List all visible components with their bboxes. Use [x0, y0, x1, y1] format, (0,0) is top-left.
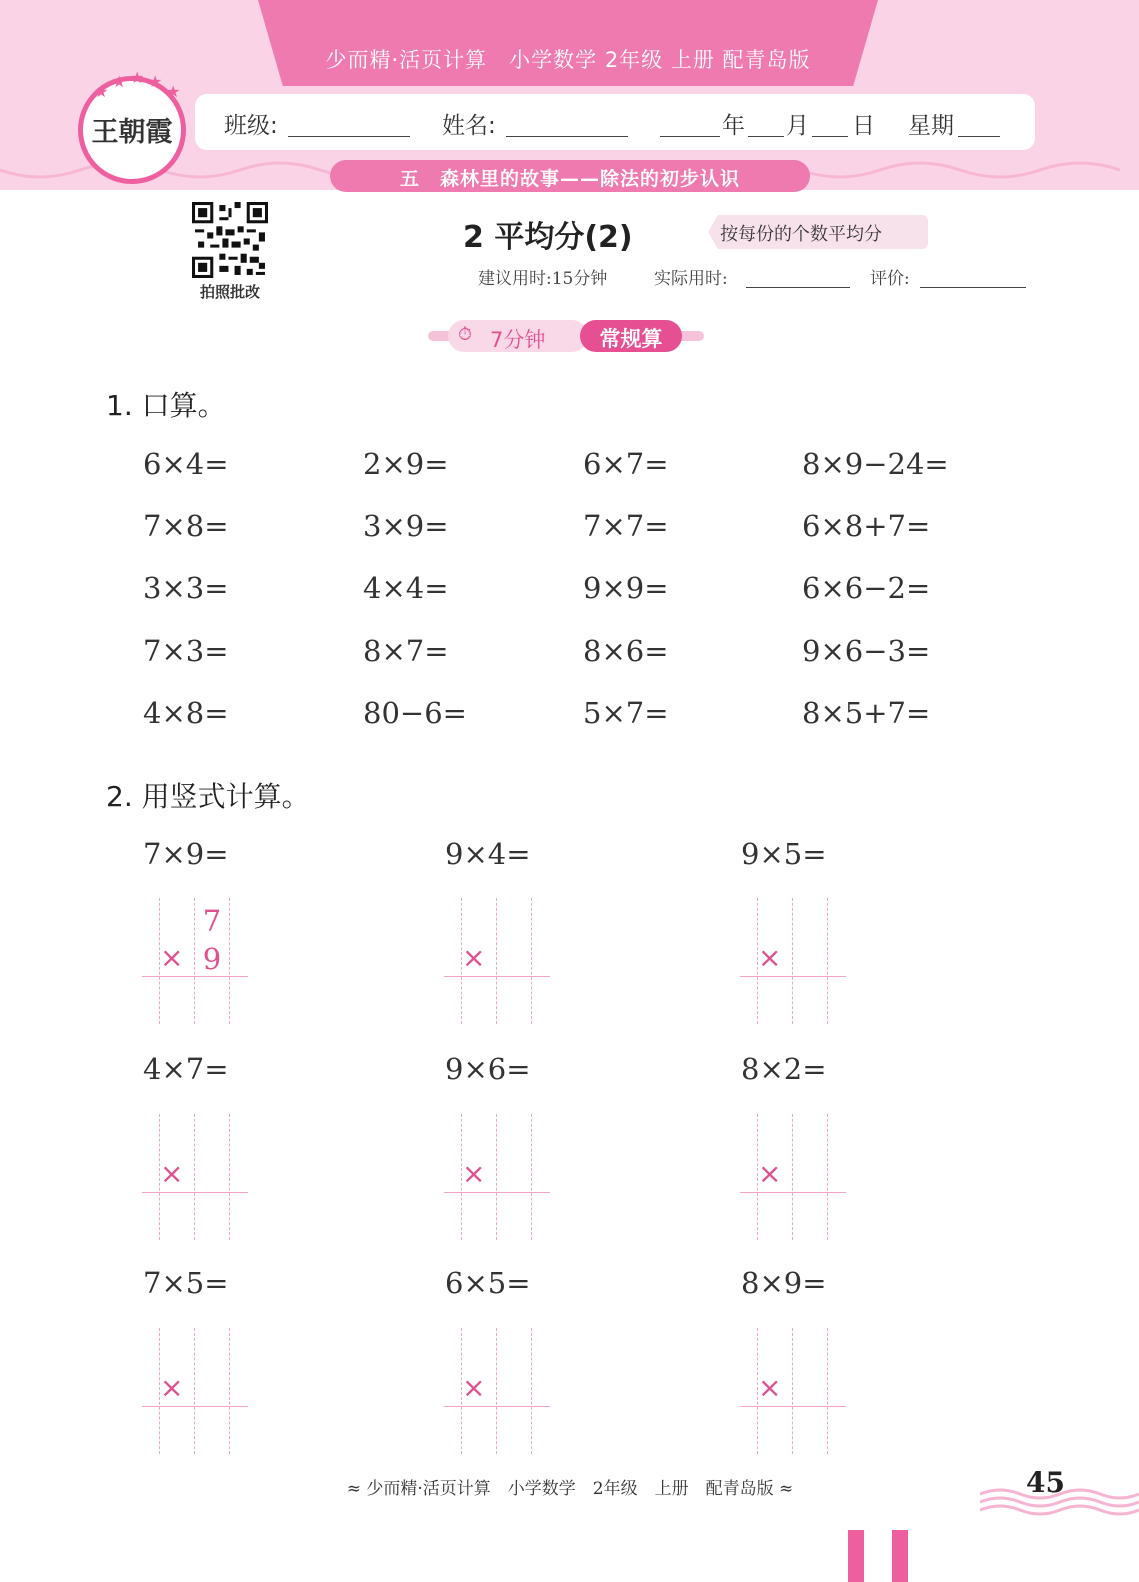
routine-label: 常规算 — [599, 327, 663, 351]
vertical-calc-grid[interactable] — [740, 1328, 846, 1454]
grid-dashed-line — [827, 898, 828, 1024]
example-digit: 7 — [202, 904, 222, 938]
q1-expression: 7×7= — [583, 509, 669, 543]
times-sign: × — [160, 941, 184, 974]
actual-time-field[interactable] — [746, 286, 850, 288]
q2-expression: 7×5= — [143, 1266, 229, 1300]
chapter-title: 五 森林里的故事——除法的初步认识 — [399, 168, 740, 190]
series-title: 少而精·活页计算 小学数学 2年级 上册 配青岛版 — [325, 48, 811, 72]
footer-text: ≈ 少而精·活页计算 小学数学 2年级 上册 配青岛版 ≈ — [346, 1479, 794, 1499]
month-field[interactable] — [748, 108, 784, 137]
grid-dashed-line — [229, 898, 230, 1024]
q1-expression: 9×9= — [583, 571, 669, 605]
q1-expression: 6×8+7= — [802, 509, 931, 543]
q1-expression: 8×9−24= — [802, 447, 949, 481]
grid-result-line — [444, 1406, 550, 1407]
grid-dashed-line — [827, 1328, 828, 1454]
times-sign: × — [160, 1157, 184, 1190]
example-digit: 9 — [202, 942, 222, 976]
times-sign: × — [758, 1157, 782, 1190]
star-icon: ★ — [166, 82, 181, 101]
times-sign: × — [758, 1371, 782, 1404]
q2-heading: 2. 用竖式计算。 — [106, 780, 310, 813]
binding-tab — [848, 1530, 864, 1582]
q2-expression: 8×2= — [741, 1052, 827, 1086]
timer-text: 7分钟 — [490, 328, 546, 352]
grid-dashed-line — [827, 1114, 828, 1240]
times-sign: × — [160, 1371, 184, 1404]
grid-dashed-line — [531, 898, 532, 1024]
vertical-calc-grid[interactable] — [444, 1328, 550, 1454]
q2-expression: 9×5= — [741, 837, 827, 871]
lesson-title: 2 平均分(2) — [463, 220, 633, 255]
vertical-calc-grid[interactable] — [142, 1328, 248, 1454]
grid-dashed-line — [792, 898, 793, 1024]
times-sign: × — [462, 1371, 486, 1404]
grid-dashed-line — [792, 1114, 793, 1240]
grid-result-line — [142, 976, 248, 977]
q1-expression: 7×3= — [143, 634, 229, 668]
q1-heading: 1. 口算。 — [106, 389, 226, 422]
grid-result-line — [740, 976, 846, 977]
clock-icon: ⏱ — [458, 324, 473, 345]
suggested-time: 建议用时:15分钟 — [478, 269, 608, 289]
grid-result-line — [740, 1192, 846, 1193]
logo-text: 王朝霞 — [91, 117, 173, 148]
grid-result-line — [142, 1406, 248, 1407]
q1-expression: 5×7= — [583, 696, 669, 730]
grid-dashed-line — [229, 1328, 230, 1454]
times-sign: × — [758, 941, 782, 974]
grid-result-line — [444, 976, 550, 977]
q1-expression: 8×5+7= — [802, 696, 931, 730]
lesson-tip: 按每份的个数平均分 — [720, 224, 882, 245]
q2-expression: 7×9= — [143, 837, 229, 871]
evaluation-label: 评价: — [870, 269, 910, 289]
grid-dashed-line — [531, 1114, 532, 1240]
month-label: 月 — [786, 113, 809, 139]
q2-expression: 9×6= — [445, 1052, 531, 1086]
q2-expression: 9×4= — [445, 837, 531, 871]
grid-dashed-line — [531, 1328, 532, 1454]
day-label: 日 — [852, 113, 875, 139]
q2-expression: 6×5= — [445, 1266, 531, 1300]
q1-expression: 3×9= — [363, 509, 449, 543]
vertical-calc-grid[interactable] — [444, 1114, 550, 1240]
star-icon: ★ — [112, 72, 127, 91]
grid-result-line — [444, 1192, 550, 1193]
name-field[interactable] — [506, 108, 628, 137]
year-field[interactable] — [660, 108, 720, 137]
q1-expression: 2×9= — [363, 447, 449, 481]
class-label: 班级: — [224, 113, 278, 139]
qr-label: 拍照批改 — [199, 283, 260, 301]
weekday-field[interactable] — [958, 108, 1000, 137]
q1-expression: 4×4= — [363, 571, 449, 605]
q1-expression: 9×6−3= — [802, 634, 931, 668]
vertical-calc-grid[interactable] — [740, 898, 846, 1024]
class-field[interactable] — [288, 108, 410, 137]
vertical-calc-grid[interactable] — [142, 898, 248, 1024]
vertical-calc-grid[interactable] — [740, 1114, 846, 1240]
name-label: 姓名: — [442, 113, 496, 139]
star-icon: ★ — [130, 68, 145, 87]
vertical-calc-grid[interactable] — [444, 898, 550, 1024]
q2-expression: 8×9= — [741, 1266, 827, 1300]
q1-expression: 6×4= — [143, 447, 229, 481]
grid-dashed-line — [496, 1328, 497, 1454]
grid-dashed-line — [792, 1328, 793, 1454]
grid-dashed-line — [194, 898, 195, 1024]
weekday-label: 星期 — [908, 113, 954, 139]
q1-expression: 7×8= — [143, 509, 229, 543]
year-label: 年 — [722, 113, 745, 139]
q1-expression: 8×7= — [363, 634, 449, 668]
grid-result-line — [142, 1192, 248, 1193]
q1-expression: 80−6= — [363, 696, 467, 730]
grid-dashed-line — [496, 898, 497, 1024]
q1-expression: 4×8= — [143, 696, 229, 730]
grid-dashed-line — [194, 1328, 195, 1454]
evaluation-field[interactable] — [920, 286, 1026, 288]
qr-code-icon[interactable] — [192, 202, 268, 278]
q1-expression: 6×6−2= — [802, 571, 931, 605]
times-sign: × — [462, 941, 486, 974]
actual-time-label: 实际用时: — [654, 269, 728, 289]
star-icon: ★ — [148, 72, 163, 91]
q1-expression: 6×7= — [583, 447, 669, 481]
vertical-calc-grid[interactable] — [142, 1114, 248, 1240]
grid-dashed-line — [229, 1114, 230, 1240]
times-sign: × — [462, 1157, 486, 1190]
star-icon: ★ — [94, 82, 109, 101]
binding-tab — [892, 1530, 908, 1582]
grid-dashed-line — [496, 1114, 497, 1240]
day-field[interactable] — [812, 108, 848, 137]
q1-expression: 3×3= — [143, 571, 229, 605]
q1-expression: 8×6= — [583, 634, 669, 668]
grid-dashed-line — [194, 1114, 195, 1240]
page-number: 45 — [1026, 1466, 1065, 1499]
grid-result-line — [740, 1406, 846, 1407]
q2-expression: 4×7= — [143, 1052, 229, 1086]
